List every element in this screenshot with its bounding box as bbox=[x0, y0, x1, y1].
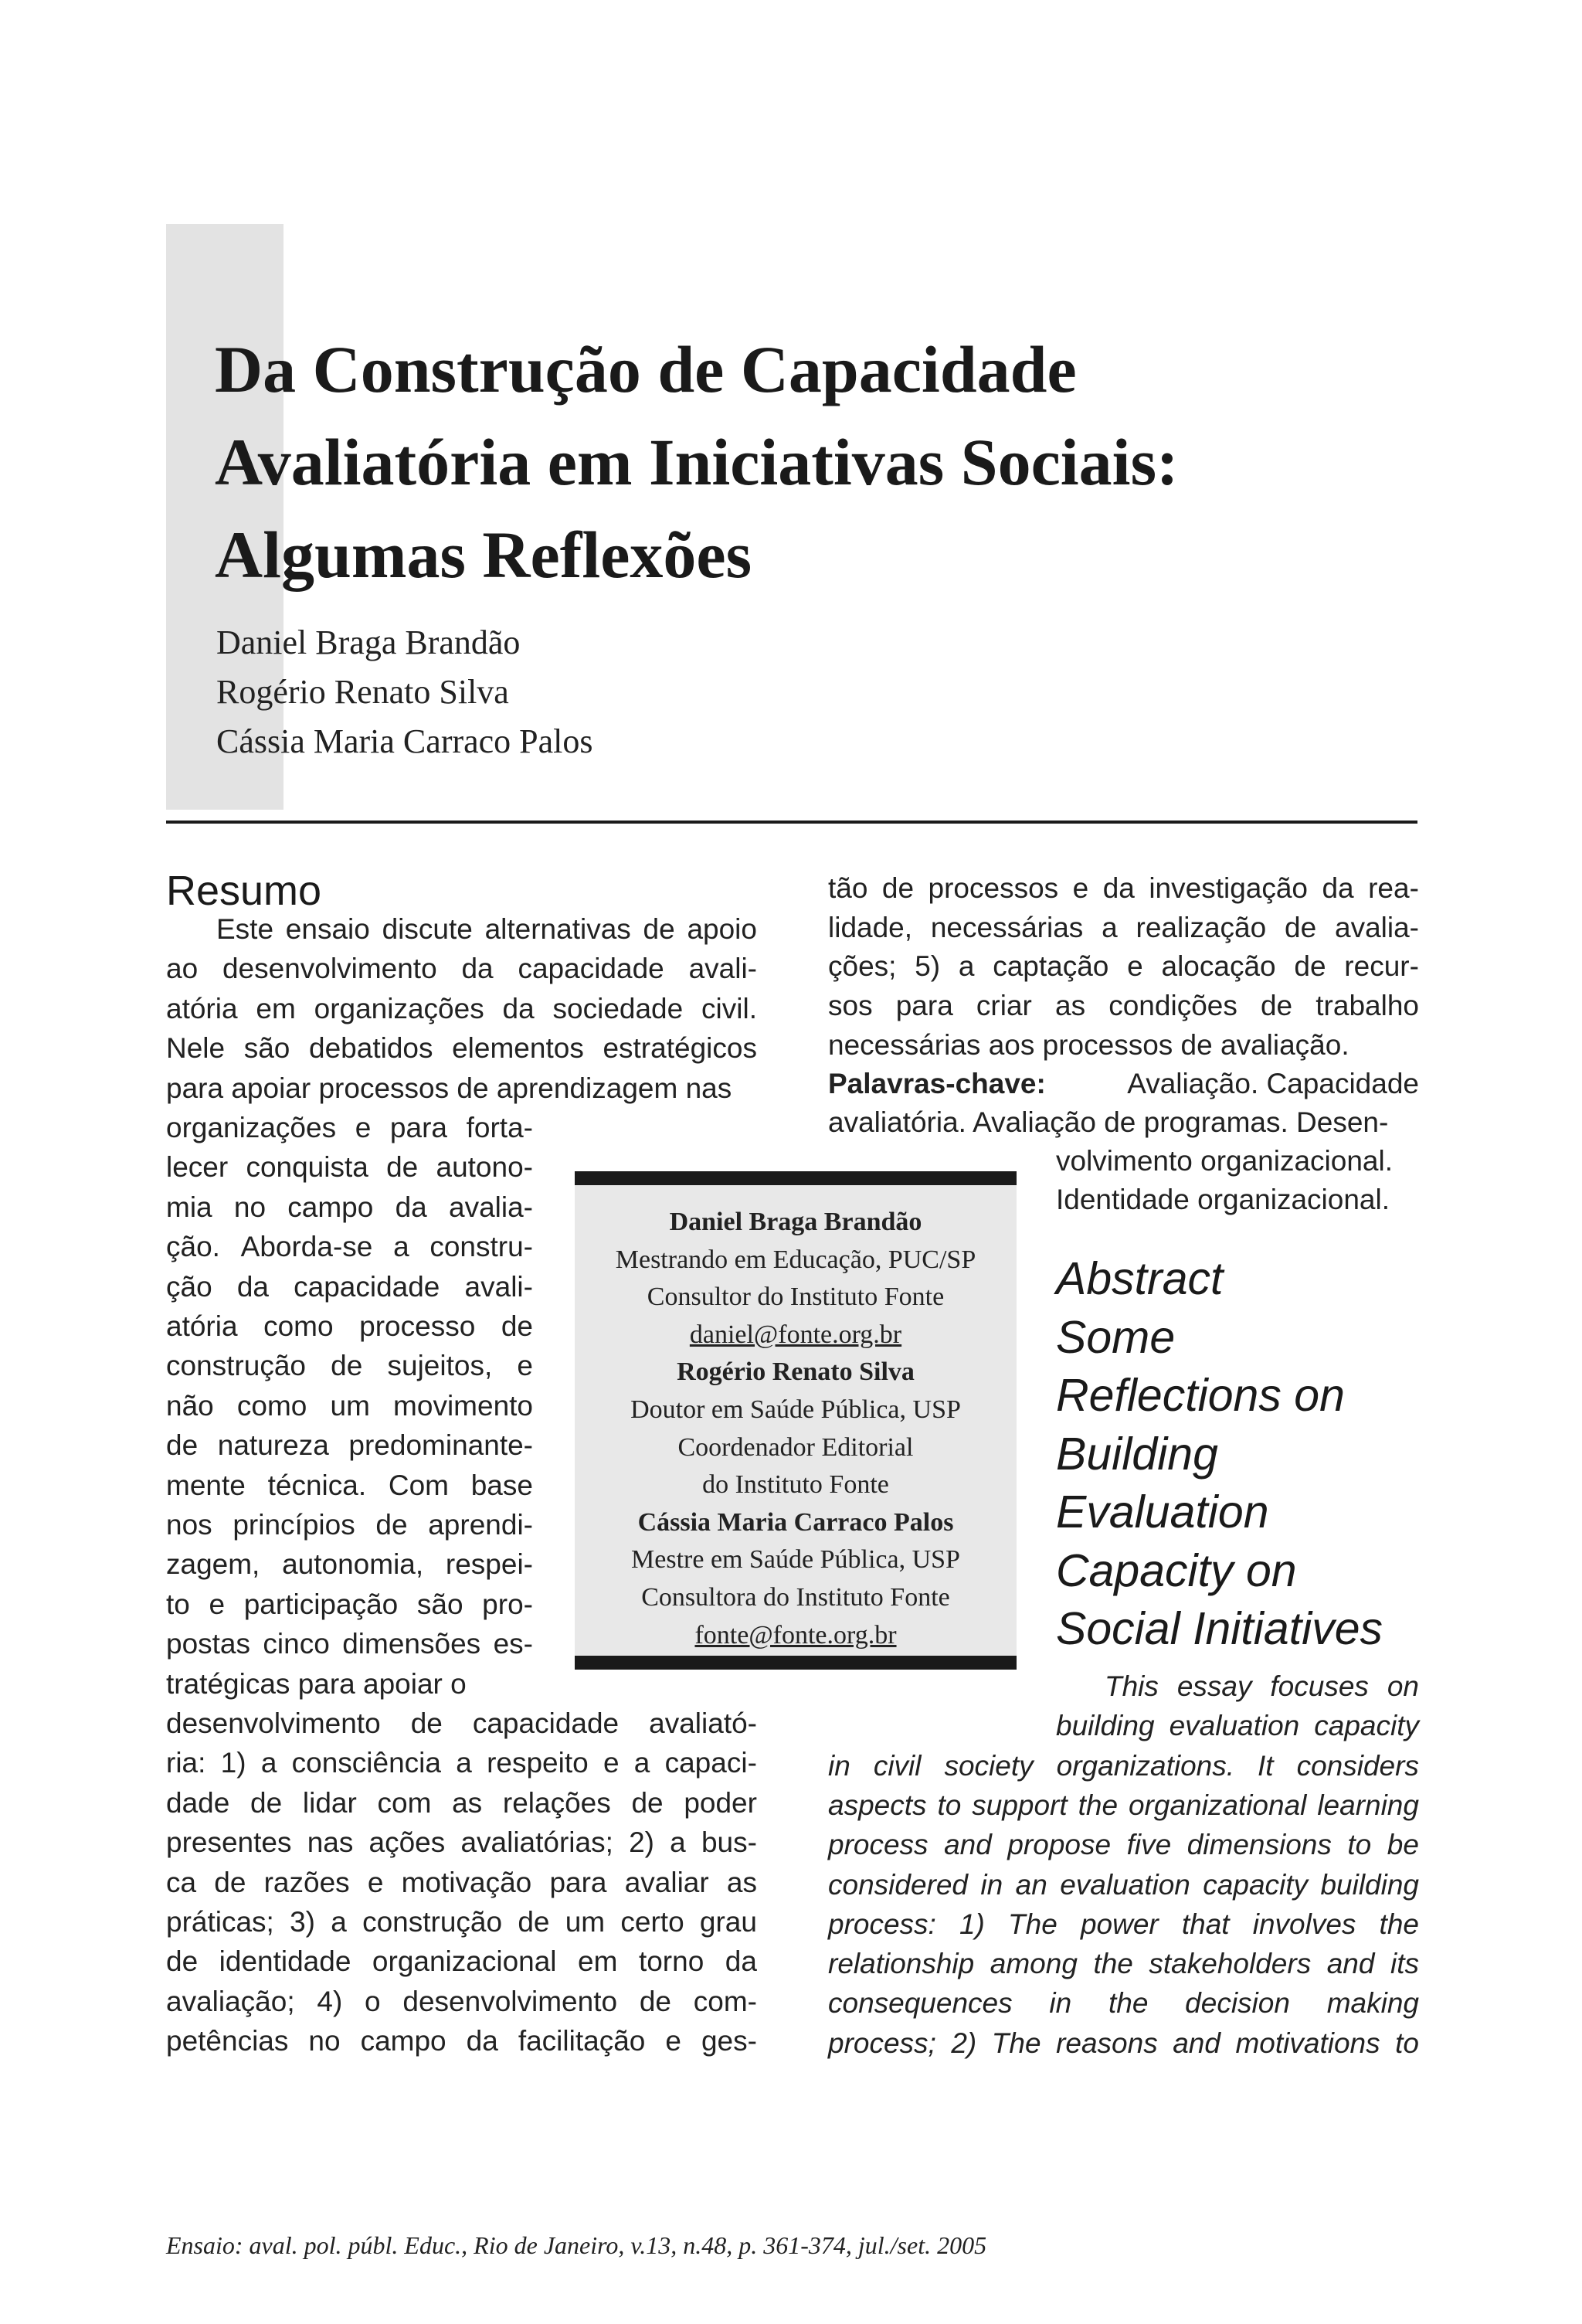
title-line: Avaliatória em Iniciativas Sociais: bbox=[215, 425, 1179, 499]
resumo-heading: Resumo bbox=[166, 868, 322, 914]
article-title bbox=[215, 323, 1373, 601]
resumo-line: Este ensaio discute alternativas de apoio bbox=[216, 913, 757, 945]
abstract-line: building evaluation capacity bbox=[1056, 1710, 1419, 1742]
info-box-bottom-bar bbox=[575, 1656, 1017, 1670]
author-name: Daniel Braga Brandão bbox=[216, 623, 521, 661]
resumo-line: não como um movimento bbox=[166, 1389, 533, 1422]
resumo-line: ções; 5) a captação e alocação de recur- bbox=[828, 950, 1419, 983]
resumo-line: ao desenvolvimento da capacidade avali- bbox=[166, 953, 757, 985]
abstract-line: This essay focuses on bbox=[1105, 1670, 1419, 1702]
info-box-top-bar bbox=[575, 1171, 1017, 1185]
abstract-title bbox=[1056, 1250, 1383, 1659]
resumo-line: ção da capacidade avali- bbox=[166, 1270, 533, 1303]
resumo-line: postas cinco dimensões es- bbox=[166, 1628, 533, 1660]
title-line: Algumas Reflexões bbox=[215, 518, 752, 592]
resumo-line: zagem, autonomia, respei- bbox=[166, 1548, 533, 1581]
header-divider bbox=[166, 821, 1417, 824]
abstract-title-line: Reflections on bbox=[1056, 1370, 1345, 1421]
resumo-line: desenvolvimento de capacidade avaliató- bbox=[166, 1707, 757, 1739]
author-list bbox=[216, 618, 1143, 766]
resumo-line: ca de razões e motivação para avaliar as bbox=[166, 1866, 757, 1898]
abstract-line: process: 1) The power that involves the bbox=[828, 1908, 1419, 1940]
abstract-title-line: Building bbox=[1056, 1428, 1218, 1480]
resumo-line: de identidade organizacional em torno da bbox=[166, 1945, 757, 1978]
abstract-title-line: Social Initiatives bbox=[1056, 1603, 1383, 1654]
resumo-line: presentes nas ações avaliatórias; 2) a bus- bbox=[166, 1826, 757, 1859]
abstract-line: relationship among the stakeholders and its bbox=[828, 1948, 1419, 1980]
abstract-line: aspects to support the organizational learning bbox=[828, 1789, 1419, 1821]
keywords-line bbox=[1056, 1181, 1419, 1219]
title-line: Da Construção de Capacidade bbox=[215, 332, 1077, 406]
resumo-line: sos para criar as condições de trabalho bbox=[828, 990, 1419, 1022]
info-affiliation: Consultora do Instituto Fonte bbox=[641, 1582, 950, 1612]
info-author-name: Rogério Renato Silva bbox=[677, 1357, 915, 1387]
resumo-line: de natureza predominante- bbox=[166, 1429, 533, 1462]
resumo-line: ção. Aborda-se a constru- bbox=[166, 1231, 533, 1263]
resumo-line: to e participação são pro- bbox=[166, 1588, 533, 1620]
author-name: Cássia Maria Carraco Palos bbox=[216, 722, 593, 760]
resumo-line: atória em organizações da sociedade civil. bbox=[166, 992, 757, 1024]
keywords-text: Identidade organizacional. bbox=[1056, 1184, 1390, 1215]
resumo-line: avaliação; 4) o desenvolvimento de com- bbox=[166, 1985, 757, 2017]
resumo-line: ria: 1) a consciência a respeito e a capaci- bbox=[166, 1747, 757, 1779]
resumo-line: atória como processo de bbox=[166, 1310, 533, 1342]
resumo-line: construção de sujeitos, e bbox=[166, 1350, 533, 1382]
resumo-line: organizações e para forta- bbox=[166, 1112, 533, 1143]
author-info-content bbox=[575, 1204, 1017, 1654]
info-affiliation: Coordenador Editorial bbox=[677, 1432, 914, 1462]
resumo-line: tão de processos e da investigação da rea- bbox=[828, 872, 1419, 904]
abstract-title-line: Evaluation bbox=[1056, 1486, 1269, 1537]
abstract-line: in civil society organizations. It considers bbox=[828, 1749, 1419, 1782]
resumo-line: petências no campo da facilitação e ges- bbox=[166, 2025, 757, 2057]
info-affiliation: Mestrando em Educação, PUC/SP bbox=[615, 1245, 976, 1274]
citation-footer: Ensaio: aval. pol. públ. Educ., Rio de Janeiro, v.13, n.48, p. 361-374, jul./set. 2005 bbox=[166, 2231, 987, 2259]
abstract-line: process; 2) The reasons and motivations to bbox=[828, 2027, 1419, 2059]
resumo-line: tratégicas para apoiar o bbox=[166, 1667, 467, 1700]
keywords-text: volvimento organizacional. bbox=[1056, 1145, 1394, 1177]
info-author-name: Daniel Braga Brandão bbox=[669, 1208, 922, 1236]
resumo-line: mente técnica. Com base bbox=[166, 1469, 533, 1501]
resumo-line: nos princípios de aprendi- bbox=[166, 1509, 533, 1541]
abstract-title-line: Some bbox=[1056, 1311, 1176, 1363]
abstract-line: considered in an evaluation capacity building bbox=[828, 1868, 1419, 1901]
info-email: daniel@fonte.org.br bbox=[689, 1320, 902, 1349]
info-affiliation: Doutor em Saúde Pública, USP bbox=[630, 1395, 961, 1424]
resumo-line: lecer conquista de autono- bbox=[166, 1151, 533, 1184]
info-affiliation: Mestre em Saúde Pública, USP bbox=[631, 1545, 960, 1575]
resumo-line: necessárias aos processos de avaliação. bbox=[828, 1028, 1349, 1061]
keywords-line bbox=[1056, 1142, 1419, 1181]
abstract-line: process and propose five dimensions to be bbox=[828, 1829, 1419, 1861]
resumo-line: dade de lidar com as relações de poder bbox=[166, 1786, 757, 1819]
info-affiliation: Consultor do Instituto Fonte bbox=[647, 1283, 945, 1312]
keywords-label: Palavras-chave: bbox=[828, 1068, 1046, 1099]
resumo-line: lidade, necessárias a realização de avalia- bbox=[828, 911, 1419, 943]
abstract-title-line: Capacity on bbox=[1056, 1544, 1297, 1596]
info-affiliation: do Instituto Fonte bbox=[702, 1470, 889, 1500]
keywords-line bbox=[828, 1065, 1419, 1103]
keywords-text: avaliatória. Avaliação de programas. Desen- bbox=[828, 1106, 1389, 1138]
author-info-box bbox=[575, 1171, 1017, 1670]
resumo-line: para apoiar processos de aprendizagem nas bbox=[166, 1072, 732, 1104]
abstract-title-line: Abstract bbox=[1056, 1253, 1224, 1304]
keywords-text: Avaliação. Capacidade bbox=[1127, 1068, 1419, 1099]
resumo-line: práticas; 3) a construção de um certo grau bbox=[166, 1906, 757, 1938]
author-name: Rogério Renato Silva bbox=[216, 673, 509, 711]
keywords-line bbox=[828, 1103, 1419, 1142]
resumo-line: mia no campo da avalia- bbox=[166, 1191, 533, 1223]
abstract-line: consequences in the decision making bbox=[828, 1987, 1419, 2020]
info-author-name: Cássia Maria Carraco Palos bbox=[637, 1507, 954, 1537]
info-email: fonte@fonte.org.br bbox=[694, 1620, 897, 1650]
resumo-line: Nele são debatidos elementos estratégicos bbox=[166, 1032, 757, 1065]
